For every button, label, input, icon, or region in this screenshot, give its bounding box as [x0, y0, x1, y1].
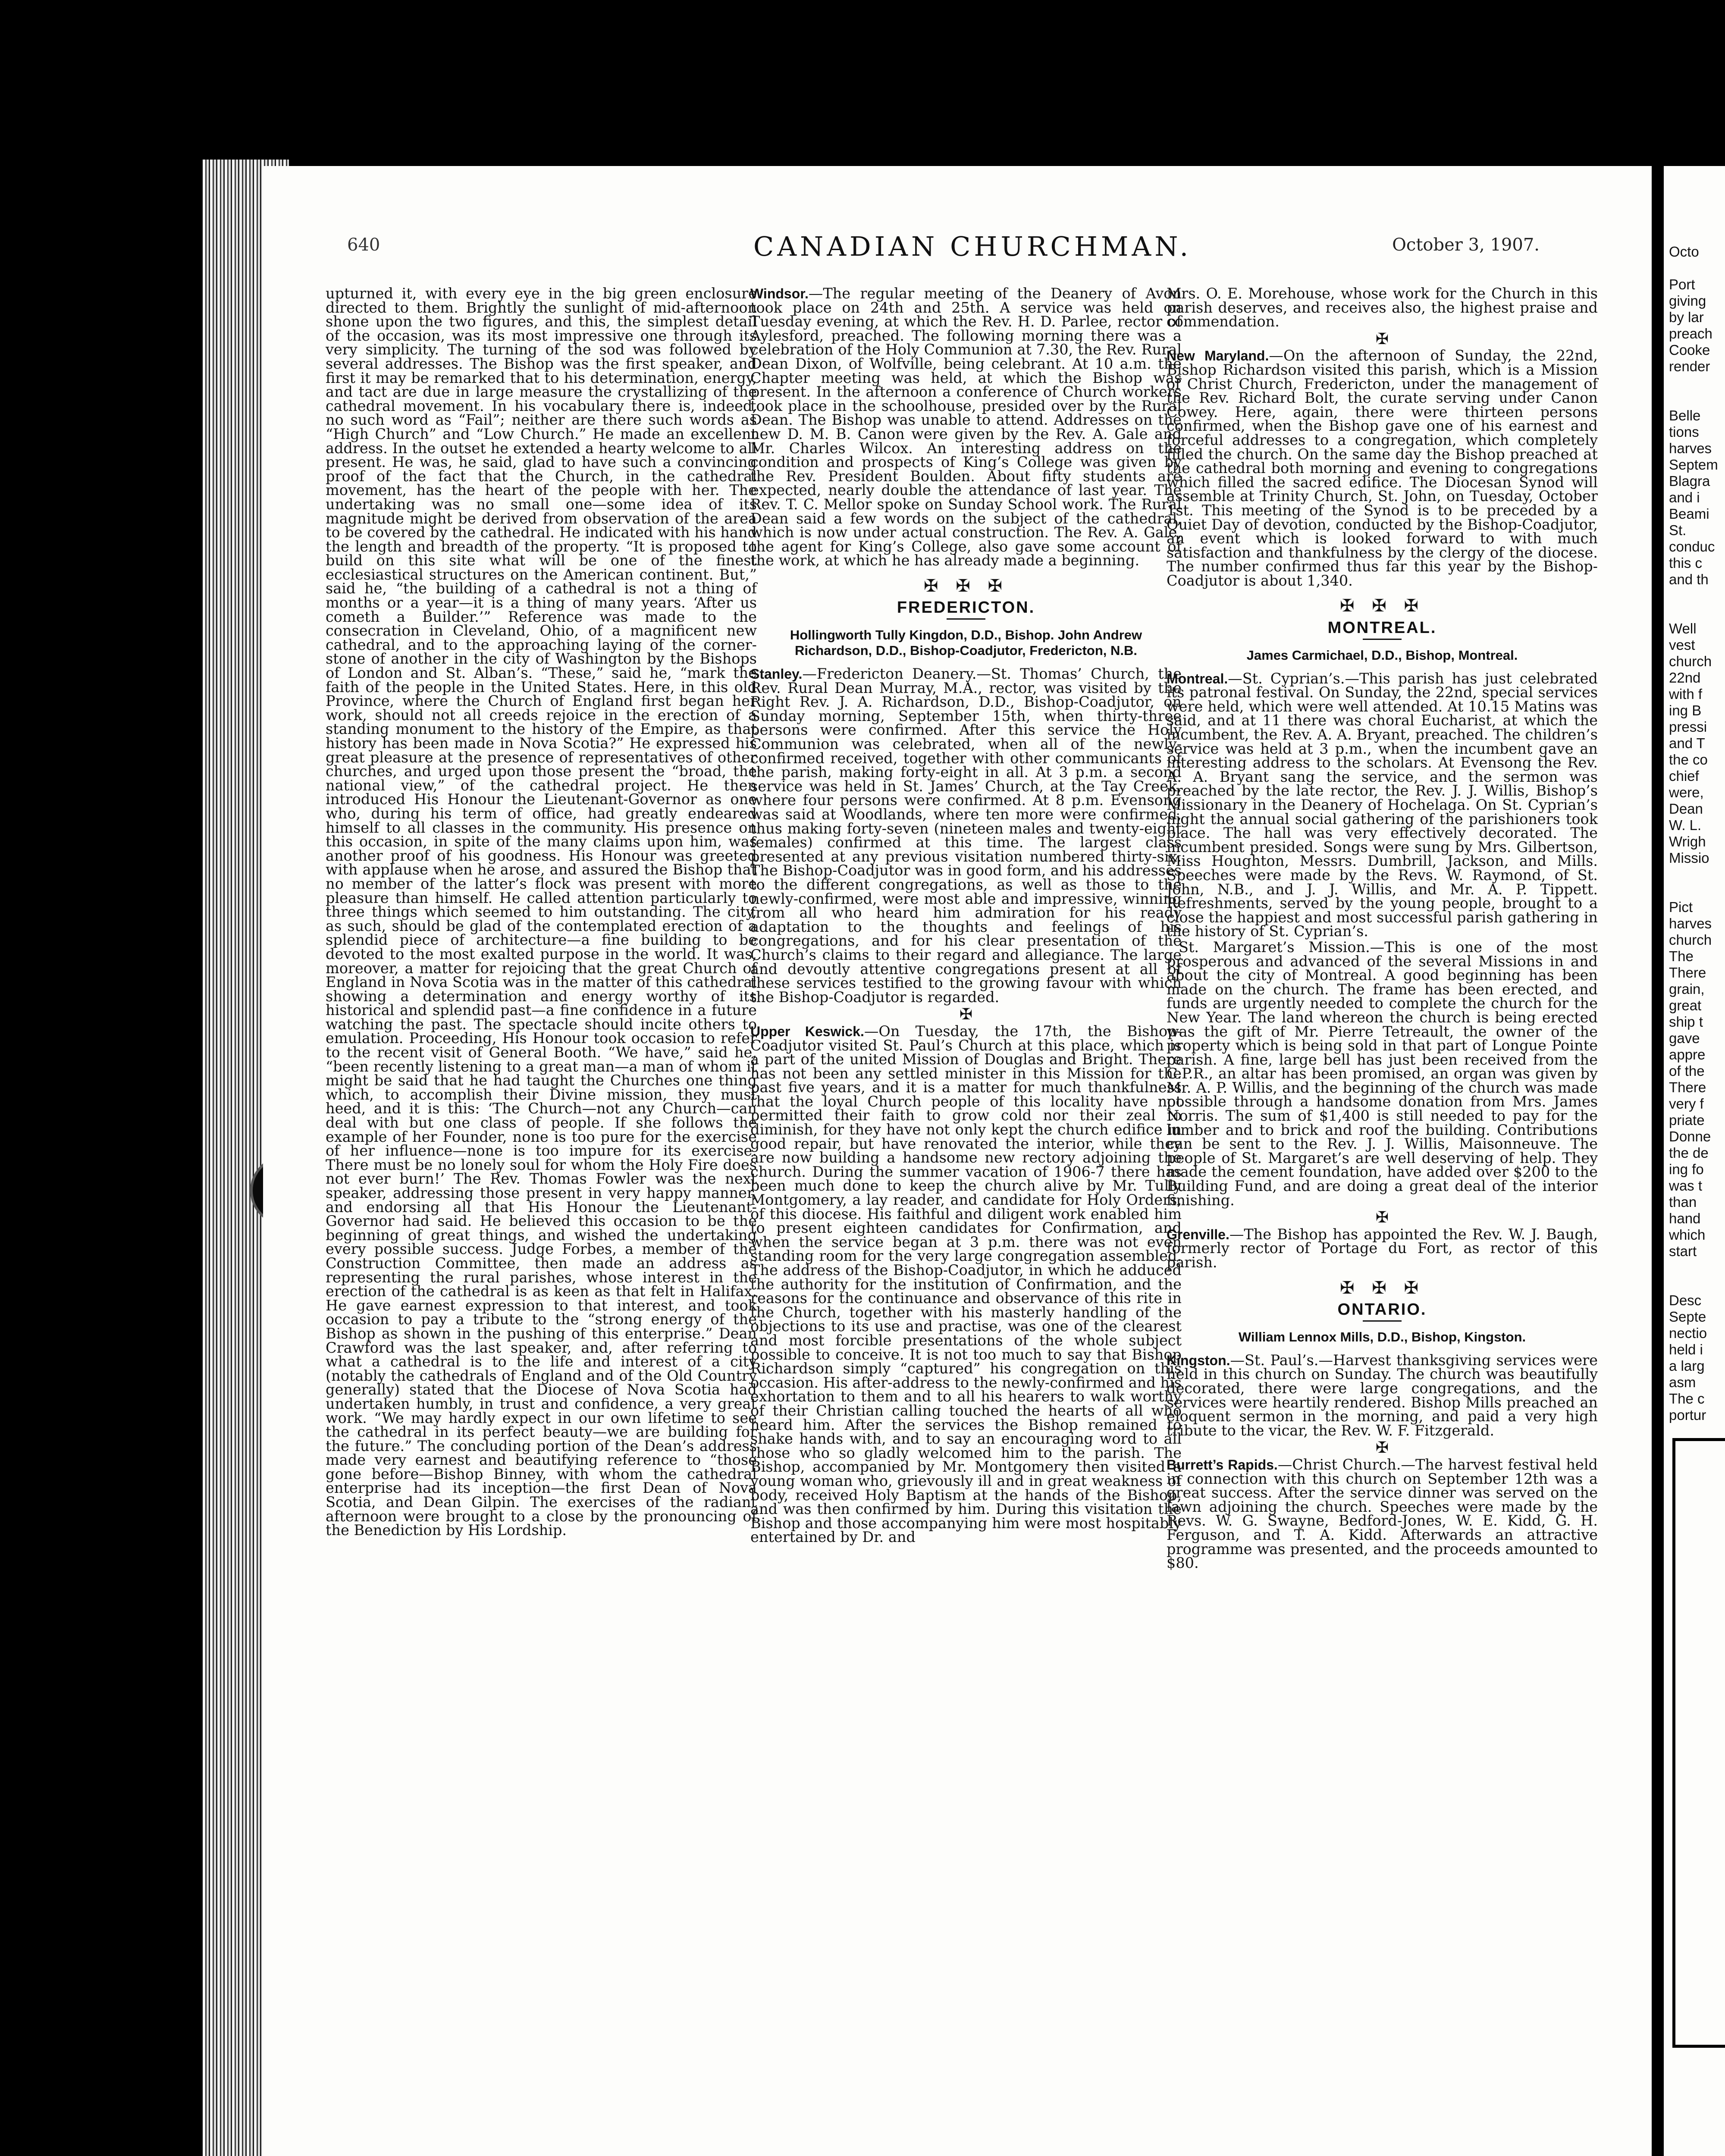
st-margaret-item: St. Margaret’s Mission.—This is one of the most prosperous and advanced of the several Missions in and about the city of Montreal. A good beginning has been made on the church. The frame has been erected, and funds are urgently needed to complete the church for the New Year. The land whereon the church is being erected was the gift of Mr. Pierre Tetreault, the owner of the property which is being sold in that part of Longue Pointe parish. A fine, large bell has just been received from the C.P.R., an altar has been promised, an organ was given by Mr. A. P. Willis, and the beginning of the church was made possible through a handsome donation from Mrs. James Norris. The sum of $1,400 is still needed to pay for the lumber and to brick and roof the building. Contributions can be sent to the Rev. J. J. Willis, Maisonneuve. The people of St. Margaret’s are well deserving of help. They made the cement foundation, have added over $200 to the Building Fund, and are doing a great deal of the interior finishing.: [1167, 938, 1598, 1209]
facing-page-fragment: Missio: [1669, 850, 1709, 866]
facing-page-fragment: and i: [1669, 489, 1700, 505]
section-heading-montreal: MONTREAL.: [1327, 619, 1437, 637]
facing-page-fragment: hand: [1669, 1210, 1701, 1226]
facing-page-fragment: the de: [1669, 1145, 1709, 1161]
facing-page-fragment: Beami: [1669, 506, 1709, 522]
facing-page-fragment: church: [1669, 653, 1712, 669]
facing-page-fragment: [1664, 375, 1725, 391]
facing-page-fragment: Belle: [1669, 407, 1701, 423]
facing-page-fragment: [1664, 1260, 1725, 1276]
facing-page-fragment: Donne: [1669, 1128, 1711, 1144]
item-text: —The Bishop has appointed the Rev. W. J. Baugh, formerly rector of Portage du Fort, as rector of this parish.: [1167, 1225, 1598, 1271]
item-lead: Montreal.: [1167, 671, 1228, 686]
facing-page-fragment: Cooke: [1669, 342, 1710, 358]
item-lead: New Maryland.: [1167, 348, 1269, 364]
small-ornament: ✠: [959, 1006, 973, 1024]
column-3: [1167, 287, 1598, 1572]
item-lead: Burrett’s Rapids.: [1167, 1457, 1278, 1473]
facing-page-fragment: this c: [1669, 555, 1703, 571]
kingston-item: [1167, 1351, 1598, 1439]
new-maryland-item: [1167, 349, 1598, 588]
facing-page-ad-frame: [1672, 1438, 1725, 2048]
facing-page-fragment: the co: [1669, 752, 1708, 768]
facing-page-fragment: of the: [1669, 1063, 1705, 1079]
facing-page-fragment: [1664, 260, 1725, 276]
facing-page-fragment: chief: [1669, 768, 1699, 784]
facing-page-fragment: ship t: [1669, 1014, 1703, 1030]
item-text: —St. Paul’s.—Harvest thanksgiving services were held in this church on Sunday. The church was beautifully decorated, there were large congregations, and the services were heartily rendered. Bishop Mills preached an eloquent sermon in the morning, and paid a very high tribute to the vicar, the Rev. W. F. Fitzgerald.: [1167, 1351, 1598, 1439]
item-text: —On the afternoon of Sunday, the 22nd, Bishop Richardson visited this parish, which is a Mission of Christ Church, Fredericton, under the management of the Rev. Richard Bolt, the curate serving under Canon Cowey. Here, again, there were thirteen persons confirmed, when the Bishop gave one of his earnest and forceful addresses to a congregation, which completely filled the church. On the same day the Bishop preached at the cathedral both morning and evening to congregations which filled the sacred edifice. The Diocesan Synod will assemble at Trinity Church, St. John, on Tuesday, October 1st. This meeting of the Synod is to be preceded by a Quiet Day of devotion, conducted by the Bishop-Coadjutor, an event which is looked forward to with much satisfaction and thankfulness by the clergy of the diocese. The number confirmed thus far this year by the Bishop-Coadjutor is about 1,340.: [1167, 347, 1598, 589]
facing-page-fragment: There: [1669, 965, 1706, 981]
facing-page-fragment: Wrigh: [1669, 834, 1706, 849]
facing-page-fragments: [1664, 166, 1725, 1423]
column-1: [326, 287, 757, 1539]
page-header: [263, 231, 1682, 265]
facing-page-fragment: gave: [1669, 1030, 1700, 1046]
facing-page-fragment: W. L.: [1669, 817, 1702, 833]
article-text: upturned it, with every eye in the big green enclosure directed to them. Brightly the sunlight of mid-afternoon shone upon the two figures, and this, the simplest detail of the occasion, was its most impressive one through its very simplicity. The turning of the sod was followed by several addresses. The Bishop was the first speaker, and first it may be remarked that to his determination, energy, and tact are due in large measure the crystallizing of the cathedral movement. In his vocabulary there is, indeed, no such word as “Fail”; neither are there such words as “High Church” and “Low Church.” He made an excellent address. In the outset he extended a hearty welcome to all present. He was, he said, glad to have such a convincing proof of the fact that the Church, in the cathedral movement, has the heart of the people with her. The undertaking was no small one—some idea of its magnitude might be derived from observation of the area to be covered by the cathedral. He indicated with his hand the length and breadth of the property. “It is proposed to build on this site what will be one of the finest ecclesiastical structures on the American continent. But,” said he, “the building of a cathedral is not a thing of months or a year—it is a thing of many years. ‘After us cometh a Builder.’” Reference was made to the consecration in Cleveland, Ohio, of a magnificent new cathedral, and to the approaching laying of the corner-stone of another in the city of Washington by the Bishops of London and St. Alban’s. “These,” said he, “mark the faith of the people in the United States. Here, in this old Province, where the Church of England first began her work, should not all creeds rejoice in the erection of a standing monument to the history of the Empire, as that history has been made in Nova Scotia?” He expressed his great pleasure at the presence of representatives of other churches, and urged upon those present the “broad, the national view,” of the cathedral project. He then introduced His Honour the Lieutenant-Governor as one who, during his term of office, had greatly endeared himself to all classes in the community. His presence on this occasion, in spite of the many claims upon him, was another proof of his goodness. His Honour was greeted with applause when he arose, and assured the Bishop that no member of the latter’s flock was present with more pleasure than himself. He called attention particularly to three things which seemed to him outstanding. The city, as such, should be glad of the contemplated erection of a splendid piece of architecture—a fine building to be devoted to the most exalted purpose in the world. It was, moreover, a matter for rejoicing that the great Church of England in Nova Scotia was in the matter of this cathedral showing a determination and energy worthy of its historical and splendid past—a fine confidence in a future watching the past. The spectacle should incite others to emulation. Proceeding, His Honour took occasion to refer to the recent visit of General Booth. “We have,” said he, “been recently listening to a great man—a man of whom it might be said that he had taught the Churches one thing which, to accomplish their Divine mission, they must heed, and it is this: ‘The Church—not any Church—can deal with but one class of people. If she follows the example of her Founder, none is too pure for the exercise of her influence—none is too impure for its exercise. There must be no lonely soul for whom the Holy Fire does not ever burn!’ The Rev. Thomas Fowler was the next speaker, addressing those present in very happy manner, and endorsing all that His Honour the Lieutenant-Governor had said. He believed this occasion to be the beginning of great things, and wished the undertaking every possible success. Judge Forbes, a member of the Construction Committee, then made an address as representing the rural parishes, whose interest in the erection of the cathedral is as keen as that felt in Halifax. He gave earnest expression to that interest, and took occasion to pay a tribute to the “strong energy of the Bishop as shown in the pushing of this enterprise.” Dean Crawford was the last speaker, and, after referring to what a cathedral is to the life and interest of a city (notably the cathedrals of England and of the Old Country generally) stated that the Diocese of Nova Scotia had undertaken humbly, in trust and confidence, a very great work. “We may hardly expect in our own lifetime to see the cathedral in its perfect beauty—we are building for the future.” The concluding portion of the Dean’s address made very earnest and beautifying reference to “those gone before—Bishop Binney, with whom the cathedral enterprise had its inception—the first Dean of Nova Scotia, and Dean Gilpin. The exercises of the radiant afternoon were brought to a close by the pronouncing of the Benediction by His Lordship.: [326, 285, 757, 1539]
small-ornament: ✠: [1375, 1439, 1389, 1457]
upper-keswick-item: [750, 1022, 1182, 1546]
bishops-line: Hollingworth Tully Kingdon, D.D., Bishop. John Andrew Richardson, D.D., Bishop-Coadjutor, Fredericton, N.B.: [790, 627, 1142, 658]
section-ornament: ✠ ✠ ✠: [1340, 1278, 1424, 1298]
facing-page-fragment: ing B: [1669, 702, 1702, 718]
facing-page-fragment: was t: [1669, 1178, 1703, 1194]
facing-page-fragment: nectio: [1669, 1325, 1707, 1341]
facing-page-fragment: asm: [1669, 1374, 1696, 1390]
facing-page-fragment: priate: [1669, 1112, 1705, 1128]
section-rule: [947, 618, 985, 620]
facing-page-fragment: [1664, 588, 1725, 604]
newspaper-page: [263, 166, 1682, 2156]
facing-page-fragment: render: [1669, 358, 1710, 374]
page-number: 640: [347, 235, 380, 255]
facing-page-fragment: [1664, 391, 1725, 407]
masthead-title: CANADIAN CHURCHMAN.: [753, 231, 1192, 262]
item-text: —Fredericton Deanery.—St. Thomas’ Church, the Rev. Rural Dean Murray, M.A., rector, was visited by the Right Rev. J. A. Richardson, D.D., Bishop-Coadjutor, on Sunday morning, September 15th, when thirty-three persons were confirmed. After this service the Holy Communion was celebrated, when all of the newly-confirmed received, together with other communicants of the parish, making forty-eight in all. At 3 p.m. a second service was held in St. James’ Church, at the Tay Creek, where four persons were confirmed. At 8 p.m. Evensong was said at Woodlands, where ten more were confirmed, thus making forty-seven (nineteen males and twenty-eight females) confirmed at this time. The largest class presented at any previous visitation numbered thirty-six. The Bishop-Coadjutor was in good form, and his addresses to the different congregations, as well as those to the newly-confirmed, were most able and impressive, winning from all who heard him admiration for his ready adaptation to the thoughts and feelings of his congregations, and for his clear presentation of the Church’s claims to their regard and allegiance. The large and devoutly attentive congregations present at all of these services testified to the growing favour with which the Bishop-Coadjutor is regarded.: [750, 665, 1182, 1006]
facing-page-fragment: and T: [1669, 735, 1705, 751]
facing-page-fragment: There: [1669, 1079, 1706, 1095]
stanley-item: [750, 667, 1182, 1004]
facing-page-fragment: The: [1669, 948, 1694, 964]
bishop-line-ontario: William Lennox Mills, D.D., Bishop, Kingston.: [1238, 1329, 1526, 1344]
section-rule: [1363, 1320, 1402, 1322]
facing-page-fragment: [1664, 604, 1725, 620]
item-lead: Windsor.: [750, 286, 809, 301]
grenville-item: [1167, 1225, 1598, 1271]
facing-page-fragment: very f: [1669, 1096, 1704, 1112]
facing-page-fragment: giving: [1669, 293, 1706, 309]
facing-page-fragment: harves: [1669, 915, 1712, 931]
facing-page-edge: [1652, 166, 1725, 2156]
facing-page-fragment: start: [1669, 1243, 1697, 1259]
facing-page-fragment: held i: [1669, 1341, 1703, 1357]
facing-page-fragment: conduc: [1669, 539, 1715, 555]
facing-page-fragment: were,: [1669, 784, 1704, 800]
small-ornament: ✠: [1375, 1209, 1389, 1227]
facing-page-fragment: grain,: [1669, 981, 1705, 997]
column-2: [750, 287, 1182, 1546]
facing-page-fragment: appre: [1669, 1047, 1706, 1062]
facing-page-fragment: pressi: [1669, 719, 1707, 735]
section-rule: [1363, 639, 1402, 640]
facing-page-fragment: preach: [1669, 326, 1712, 342]
section-ornament: ✠ ✠ ✠: [924, 576, 1008, 596]
facing-page-fragment: which: [1669, 1227, 1706, 1243]
facing-page-fragment: [1664, 1276, 1725, 1292]
facing-page-fragment: Blagra: [1669, 473, 1710, 489]
facing-page-fragment: Well: [1669, 620, 1697, 636]
item-lead: Upper Keswick.: [750, 1023, 864, 1039]
facing-page-fragment: church: [1669, 932, 1712, 948]
item-lead: Kingston.: [1167, 1352, 1230, 1368]
facing-page-fragment: great: [1669, 997, 1702, 1013]
burretts-rapids-item: [1167, 1458, 1598, 1570]
item-lead: Grenville.: [1167, 1226, 1229, 1242]
facing-page-fragment: Dean: [1669, 801, 1703, 817]
issue-date: October 3, 1907.: [1392, 235, 1540, 255]
facing-page-fragment: than: [1669, 1194, 1697, 1210]
facing-page-fragment: ing fo: [1669, 1161, 1704, 1177]
section-heading-fredericton: FREDERICTON.: [897, 599, 1035, 617]
facing-page-fragment: Septe: [1669, 1309, 1706, 1325]
book-spine: [0, 0, 203, 2156]
item-text: —St. Cyprian’s.—This parish has just celebrated its patronal festival. On Sunday, the 22nd, special services were held, which were well attended. At 10.15 Matins was said, and at 11 there was choral Eucharist, at which the incumbent, the Rev. A. A. Bryant, preached. The children’s service was held at 3 p.m., when the incumbent gave an interesting address to the scholars. At Evensong the Rev. A. A. Bryant sang the service, and the sermon was preached by the late rector, the Rev. J. J. Willis, Bishop’s Missionary in the Deanery of Hochelaga. On St. Cyprian’s night the annual social gathering of the parishioners took place. The hall was very effectively decorated. The incumbent presided. Songs were sung by Mrs. Gilbertson, Miss Houghton, Messrs. Dumbrill, Jackson, and Mills. Speeches were made by the Revs. W. Raymond, of St. John, N.B., and J. J. Willis, and Mr. A. P. Tippett. Refreshments, served by the young people, brought to a close the happiest and most successful parish gathering in the history of St. Cyprian’s.: [1167, 670, 1598, 940]
facing-page-fragment: with f: [1669, 686, 1703, 702]
facing-page-fragment: Port: [1669, 276, 1695, 292]
facing-page-fragment: 22nd: [1669, 670, 1701, 686]
facing-page-fragment: harves: [1669, 440, 1712, 456]
facing-page-fragment: Desc: [1669, 1292, 1702, 1308]
facing-page-fragment: [1664, 866, 1725, 883]
item-lead: Stanley.: [750, 666, 803, 682]
facing-page-fragment: The c: [1669, 1391, 1705, 1407]
facing-page-fragment: portur: [1669, 1407, 1706, 1423]
section-heading-ontario: ONTARIO.: [1337, 1300, 1427, 1319]
facing-page-fragment: tions: [1669, 424, 1699, 440]
facing-page-fragment: Septem: [1669, 457, 1718, 473]
item-text: —Christ Church.—The harvest festival held in connection with this church on September 12th was a great success. After the service dinner was served on the lawn adjoining the church. Speeches were made by the Revs. W. G. Swayne, Bedford-Jones, W. E. Kidd, G. H. Ferguson, and T. A. Kidd. Afterwards an attractive programme was presented, and the proceeds amounted to $80.: [1167, 1456, 1598, 1572]
facing-page-fragment: [1664, 883, 1725, 899]
facing-page-fragment: vest: [1669, 637, 1695, 653]
montreal-item: [1167, 672, 1598, 939]
bishop-line-montreal: James Carmichael, D.D., Bishop, Montreal.: [1246, 647, 1518, 663]
facing-page-fragment: Pict: [1669, 899, 1693, 915]
facing-page-fragment: a larg: [1669, 1358, 1705, 1374]
facing-page-fragment: and th: [1669, 571, 1709, 587]
facing-page-fragment: by lar: [1669, 309, 1704, 325]
continued-text: Mrs. O. E. Morehouse, whose work for the Church in this parish deserves, and receives also, the highest praise and commendation.: [1167, 285, 1598, 330]
section-ornament: ✠ ✠ ✠: [1340, 596, 1424, 616]
item-text: —On Tuesday, the 17th, the Bishop-Coadjutor visited St. Paul’s Church at this place, which is a part of the united Mission of Douglas and Bright. There has not been any settled minister in this Mission for the past five years, and it is a matter for much thankfulness that the loyal Church people of this locality have not permitted their faith to grow cold nor their zeal to diminish, for they have not only kept the church edifice in good repair, but have renovated the interior, while they are now building a handsome new rectory adjoining the church. During the summer vacation of 1906-7 there has been much done to keep the church alive by Mr. Tully Montgomery, a lay reader, and candidate for Holy Orders, of this diocese. His faithful and diligent work enabled him to present eighteen candidates for Confirmation, and when the service began at 3 p.m. there was not even standing room for the very large congregation assembled. The address of the Bishop-Coadjutor, in which he adduced the authority for the institution of Confirmation, and the reasons for the continuance and observance of this rite in the Church, together with his masterly handling of the objections to its use and practise, was one of the clearest and most forcible presentations of the whole subject possible to conceive. It is not too much to say that Bishop Richardson simply “captured” his congregation on this occasion. His after-address to the newly-confirmed and his exhortation to them and to all his hearers to walk worthy of their Christian calling touched the hearts of all who heard him. After the services the Bishop remained to shake hands with, and to say an encouraging word to all those who so gladly welcomed him to the parish. The Bishop, accompanied by Mr. Montgomery then visited a young woman who, grievously ill and in great weakness of body, received Holy Baptism at the hands of the Bishop, and was then confirmed by him. During this visitation the Bishop and those accompanying him were most hospitably entertained by Dr. and: [750, 1022, 1182, 1546]
facing-page-fragment: St.: [1669, 522, 1687, 538]
item-text: —The regular meeting of the Deanery of Avon took place on 24th and 25th. A service was held on Tuesday evening, at which the Rev. H. D. Parlee, rector of Aylesford, preached. The following morning there was a celebration of the Holy Communion at 7.30, the Rev. Rural Dean Dixon, of Wolfville, being celebrant. At 10 a.m. the Chapter meeting was held, at which the Bishop was present. In the afternoon a conference of Church workers took place in the schoolhouse, presided over by the Rural Dean. The Bishop was unable to attend. Addresses on the new D. M. B. Canon were given by the Rev. A. Gale and Mr. Charles Wilcox. An interesting address on the condition and prospects of King’s College was given by the Rev. President Boulden. About fifty students are expected, nearly double the attendance of last year. The Rev. T. C. Mellor spoke on Sunday School work. The Rural Dean said a few words on the subject of the cathedral, which is now under actual construction. The Rev. A. Gale, the agent for King’s College, also gave some account of the work, at which he has already made a beginning.: [750, 285, 1182, 569]
small-ornament: ✠: [1375, 330, 1389, 348]
windsor-item: [750, 287, 1182, 568]
facing-page-fragment: Octo: [1669, 244, 1699, 260]
